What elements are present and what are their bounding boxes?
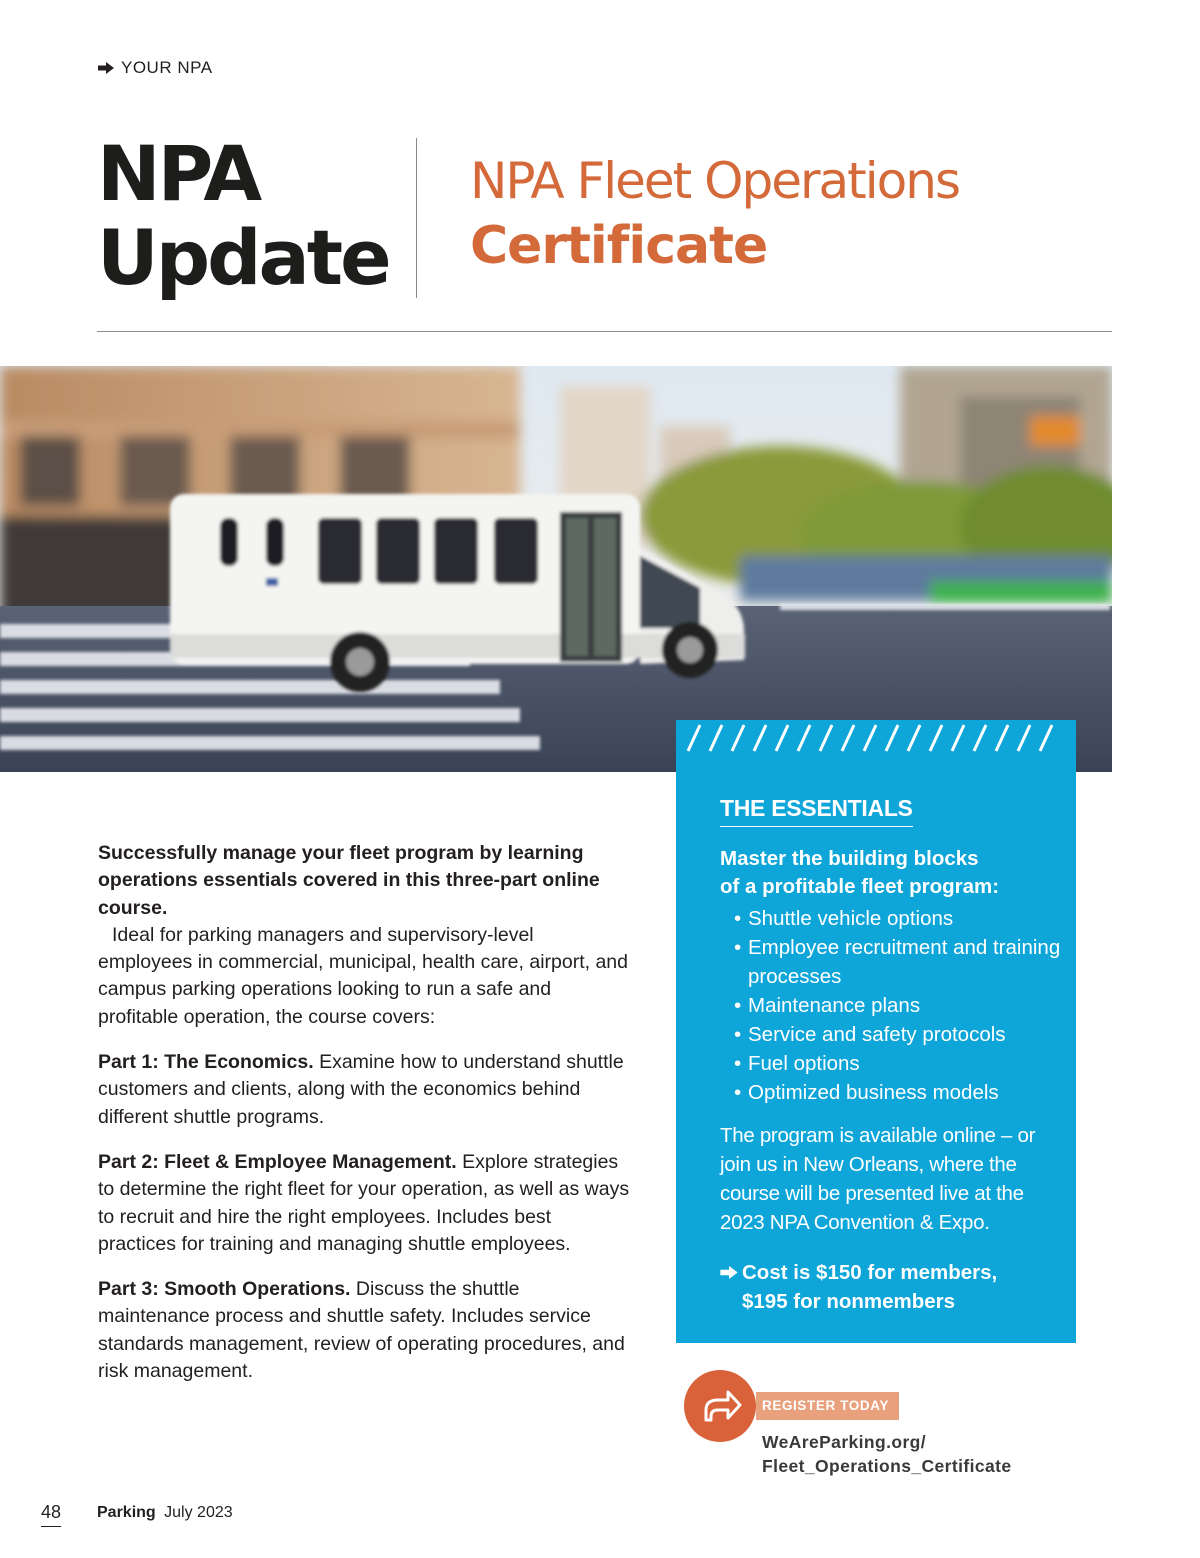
- essentials-title: THE ESSENTIALS: [720, 795, 913, 827]
- essentials-intro: [720, 845, 1060, 901]
- register-link[interactable]: [762, 1430, 1011, 1478]
- cost-info: [720, 1258, 1060, 1316]
- arrow-right-icon: [98, 62, 114, 74]
- part-text: Discuss the shuttle maintenance process and shuttle safety. Includes service standards management, review of operating procedures, and risk management.: [98, 1278, 625, 1383]
- list-item: • Optimized business models: [734, 1078, 1064, 1107]
- register-label[interactable]: REGISTER TODAY: [756, 1392, 899, 1420]
- subheadline-line-2: Certificate: [470, 216, 768, 276]
- part-text: Explore strategies to determine the right fleet for your operation, as well as ways to recruit and hire the right employees. Includes best practices for training and managing shuttle employees.: [98, 1150, 630, 1255]
- headline-line-1: NPA: [97, 129, 260, 218]
- part-title: Part 3: Smooth Operations.: [98, 1278, 351, 1301]
- issue-date: July 2023: [164, 1504, 233, 1521]
- list-item: • Service and safety protocols: [734, 1020, 1064, 1049]
- arrow-right-icon: [720, 1266, 738, 1279]
- essentials-list: [734, 904, 1064, 1107]
- part-title: Part 1: The Economics.: [98, 1051, 314, 1074]
- article-part-3: [98, 1276, 633, 1385]
- shuttle-photo: [0, 366, 1112, 772]
- part-text: Examine how to understand shuttle customers and clients, along with the economics behind different shuttle programs.: [98, 1051, 624, 1128]
- section-label: [98, 58, 213, 78]
- part-title: Part 2: Fleet & Employee Management.: [98, 1150, 457, 1173]
- footer-folio: [97, 1504, 233, 1522]
- article-body: [98, 840, 633, 1385]
- list-item: • Shuttle vehicle options: [734, 904, 1064, 933]
- article-intro: Ideal for parking managers and supervisory-level employees in commercial, municipal, health care, airport, and campus parking operations looking to run a safe and profitable operation, the course covers:: [98, 923, 628, 1028]
- title-divider: [416, 138, 417, 298]
- article-lead: Successfully manage your fleet program by learning operations essentials covered in this three-part online course.: [98, 842, 600, 919]
- magazine-name: Parking: [97, 1504, 156, 1521]
- header-divider: [97, 331, 1112, 332]
- subheadline-line-1: NPA Fleet Operations: [470, 152, 960, 210]
- essentials-intro-line-1: Master the building blocks: [720, 847, 979, 870]
- register-url-line-2: Fleet_Operations_Certificate: [762, 1456, 1012, 1476]
- register-button[interactable]: [684, 1370, 756, 1442]
- cost-line-1: Cost is $150 for members,: [742, 1261, 998, 1284]
- page-number: 48: [41, 1502, 61, 1527]
- headline-line-2: Update: [97, 213, 389, 302]
- cost-line-2: $195 for nonmembers: [742, 1290, 956, 1313]
- share-arrow-icon: [684, 1370, 756, 1442]
- list-item: • Maintenance plans: [734, 991, 1064, 1020]
- hatch-pattern: [676, 720, 1076, 754]
- essentials-box: [676, 720, 1076, 1343]
- headline: [97, 129, 389, 302]
- essentials-intro-line-2: of a profitable fleet program:: [720, 875, 1000, 898]
- article-part-1: [98, 1049, 633, 1131]
- section-label-text: YOUR NPA: [121, 58, 213, 77]
- article-part-2: [98, 1149, 633, 1258]
- list-item: • Employee recruitment and training processes: [734, 933, 1064, 991]
- essentials-paragraph: The program is available online – or join us in New Orleans, where the course will be presented live at the 2023 NPA Convention & Expo.: [720, 1124, 1036, 1234]
- register-url-line-1: WeAreParking.org/: [762, 1432, 927, 1452]
- list-item: • Fuel options: [734, 1049, 1064, 1078]
